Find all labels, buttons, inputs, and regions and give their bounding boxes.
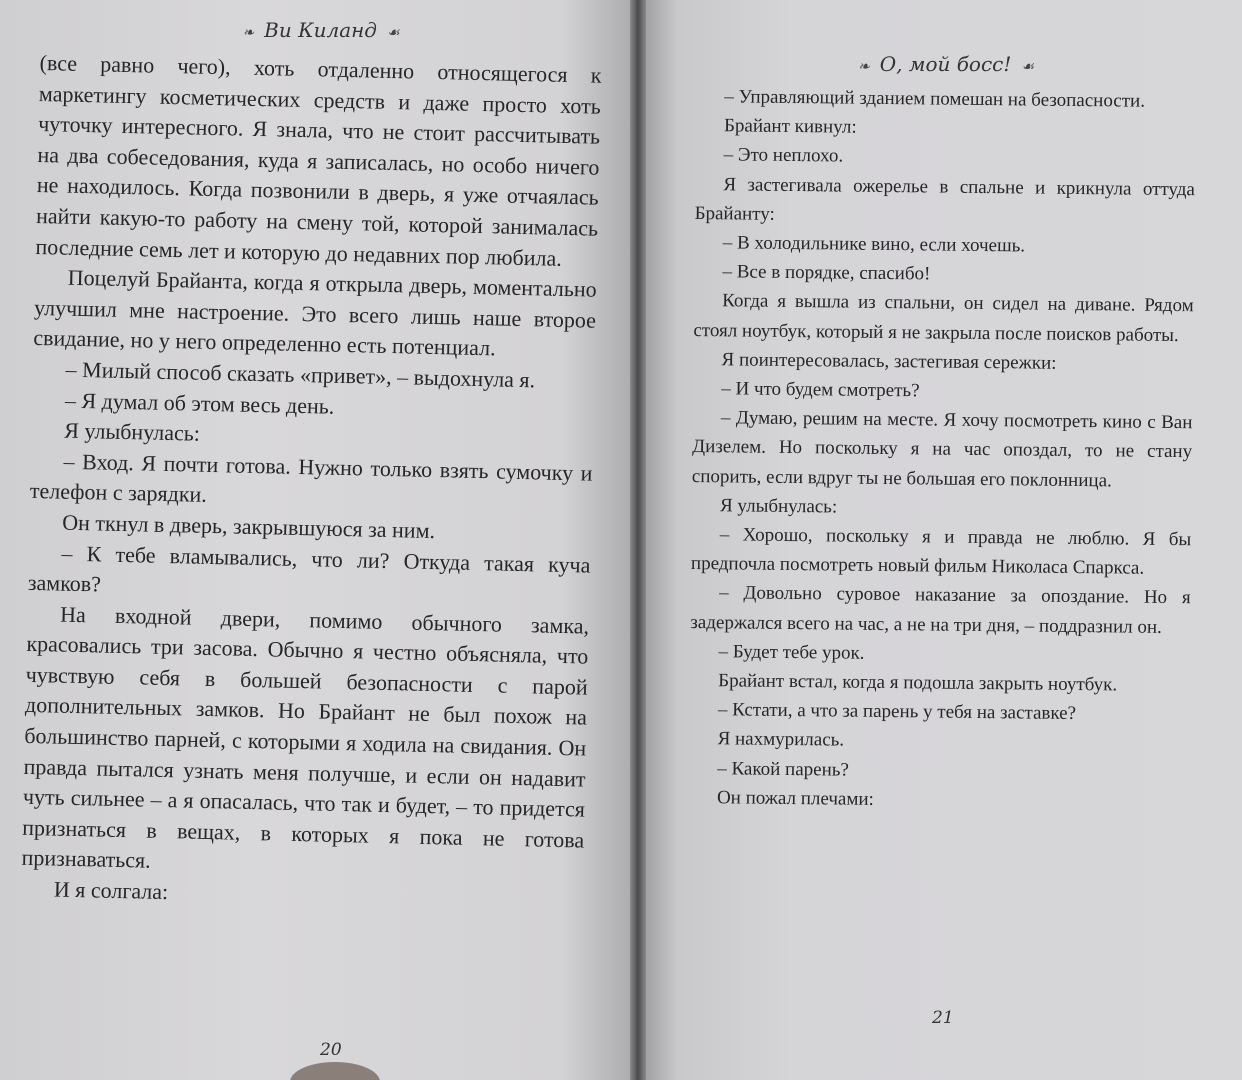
ornament-icon: ❧ — [242, 25, 255, 41]
paragraph: – В холодильнике вино, если хочешь. — [722, 232, 1026, 257]
left-body-text — [21, 48, 602, 917]
right-header-text: О, мой босс! — [879, 52, 1012, 76]
finger-shadow — [290, 1062, 380, 1080]
paragraph: Когда я вышла из спальни, он сидел на диване. Рядом стоял ноутбук, который я не закрыла после поисков работы. — [693, 290, 1194, 346]
ornament-icon: ☙ — [386, 25, 400, 41]
paragraph: – Милый способ сказать «привет», – выдохнула я. — [65, 356, 536, 393]
paragraph: Брайант кивнул: — [723, 115, 857, 138]
right-page — [642, 0, 1242, 1080]
paragraph: На входной двери, помимо обычного замка, красовались три засова. Обычно я честно объясняла, что чувствую себя в большей безопасности с парой дополнительных замков. Но Брайант не был похож на большинство парней, с которыми я ходила на свидания. Он правда пытался узнать меня получше, и если он надавит чуть сильнее – а я опасалась, что так и будет, – то придется признаться в вещах, в которых я пока не готова признаваться. — [21, 601, 590, 874]
paragraph: – Я думал об этом весь день. — [64, 387, 335, 419]
paragraph: – Кстати, а что за парень у тебя на заставке? — [717, 699, 1077, 725]
paragraph: – Все в порядке, спасибо! — [722, 261, 931, 285]
paragraph: Я поинтересовалась, застегивая сережки: — [721, 349, 1057, 374]
ornament-icon: ☙ — [1021, 59, 1034, 75]
paragraph: – Думаю, решим на месте. Я хочу посмотреть кино с Ван Дизелем. Но поскольку я на час опоздал, то не стану спорить, если вдруг ты не большая его поклонница. — [691, 407, 1193, 492]
paragraph: – Какой парень? — [717, 757, 850, 781]
paragraph: – Управляющий зданием помешан на безопасности. — [724, 86, 1146, 112]
paragraph: Брайант встал, когда я подошла закрыть ноутбук. — [718, 670, 1118, 696]
paragraph: Я улыбнулась: — [719, 495, 838, 518]
right-body-text — [688, 82, 1196, 817]
right-page-number: 21 — [932, 1008, 954, 1028]
paragraph: – Довольно суровое наказание за опоздание. Но я задержался всего на час, а не на три дня, – поддразнил он. — [690, 582, 1191, 638]
left-running-header — [40, 18, 602, 42]
paragraph: Я нахмурилась. — [717, 728, 845, 752]
right-running-header — [696, 52, 1196, 76]
paragraph: (все равно чего), хоть отдаленно относящегося к маркетингу косметических средств и даже просто хоть чуточку интересного. Я знала, что не стоит рассчитывать на два собеседования, куда я записалась, но особо ничего не находилось. Когда позвонили в дверь, я уже отчаялась найти какую-то работу на смену той, которой занималась последние семь лет и которую до недавних пор любила. — [35, 49, 602, 271]
paragraph: – Это неплохо. — [723, 144, 844, 167]
paragraph: – Будет тебе урок. — [718, 641, 865, 664]
paragraph: Он ткнул в дверь, закрывшуюся за ним. — [61, 509, 436, 543]
paragraph: И я солгала: — [53, 876, 169, 905]
paragraph: – Вход. Я почти готова. Нужно только взять сумочку и телефон с зарядки. — [29, 448, 593, 508]
paragraph: Поцелуй Брайанта, когда я открыла дверь, моментально улучшил мне настроение. Это всего лишь наше второе свидание, но у него определенно есть потенциал. — [33, 264, 597, 361]
left-page-number: 20 — [320, 1040, 342, 1060]
book-gutter — [630, 0, 646, 1080]
paragraph: Я улыбнулась: — [64, 417, 201, 446]
paragraph: – И что будем смотреть? — [721, 378, 920, 402]
paragraph: – К тебе вламывались, что ли? Откуда такая куча замков? — [27, 540, 591, 597]
left-header-text: Ви Киланд — [264, 18, 377, 42]
paragraph: Он пожал плечами: — [716, 787, 874, 810]
paragraph: Я застегивала ожерелье в спальне и крикнула оттуда Брайанту: — [694, 173, 1196, 225]
paragraph: – Хорошо, поскольку я и правда не люблю. Я бы предпочла посмотреть новый фильм Николаса Спаркса. — [690, 524, 1192, 579]
ornament-icon: ❧ — [858, 59, 870, 75]
